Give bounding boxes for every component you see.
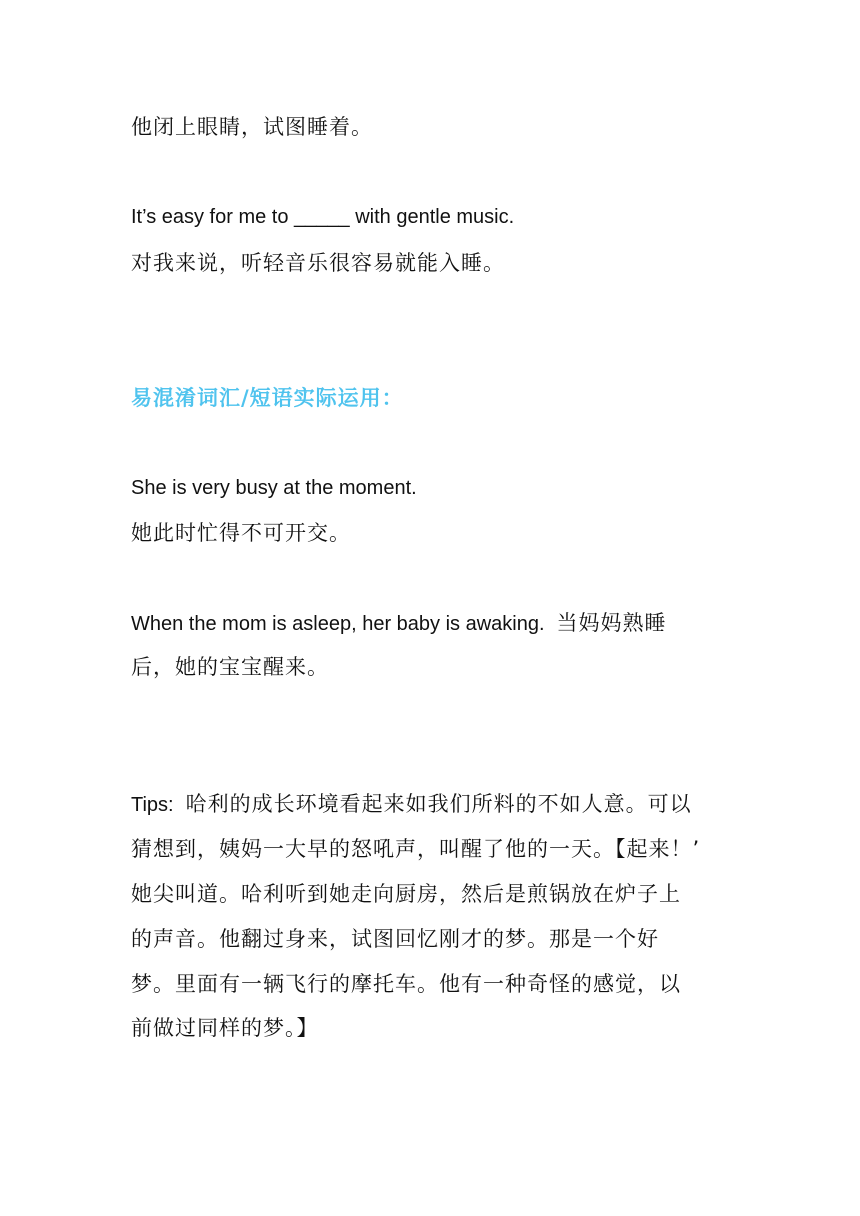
tips-label: Tips: [131, 794, 174, 816]
sentence-translation-2: 对我来说，听轻音乐很容易就能入睡。 [131, 251, 505, 275]
tips-line-4: 的声音。他翻过身来，试图回忆刚才的梦。那是一个好 [131, 927, 659, 951]
example-line-4 [131, 608, 667, 639]
example-sentence-2: It’s easy for me to _____ with gentle music. [131, 206, 515, 228]
sentence-translation-1: 他闭上眼睛，试图睡着。 [131, 115, 373, 139]
example-sentence-3: She is very busy at the moment. [131, 477, 417, 499]
tips-line-5: 梦。里面有一辆飞行的摩托车。他有一种奇怪的感觉，以 [131, 972, 681, 996]
sentence-translation-4-part1: 当妈妈熟睡 [556, 611, 667, 635]
section-heading: 易混淆词汇/短语实际运用： [131, 386, 404, 410]
example-sentence-4: When the mom is asleep, her baby is awaking. [131, 613, 545, 635]
tips-text-1: 哈利的成长环境看起来如我们所料的不如人意。可以 [185, 792, 692, 816]
tips-line-2: 猜想到，姨妈一大早的怒吼声，叫醒了他的一天。【起来！’ [131, 837, 701, 861]
sentence-translation-4-part2: 后，她的宝宝醒来。 [131, 655, 329, 679]
tips-line-6: 前做过同样的梦。】 [131, 1016, 319, 1040]
sentence-translation-3: 她此时忙得不可开交。 [131, 521, 351, 545]
tips-line-1 [131, 789, 692, 820]
tips-line-3: 她尖叫道。哈利听到她走向厨房，然后是煎锅放在炉子上 [131, 882, 681, 906]
